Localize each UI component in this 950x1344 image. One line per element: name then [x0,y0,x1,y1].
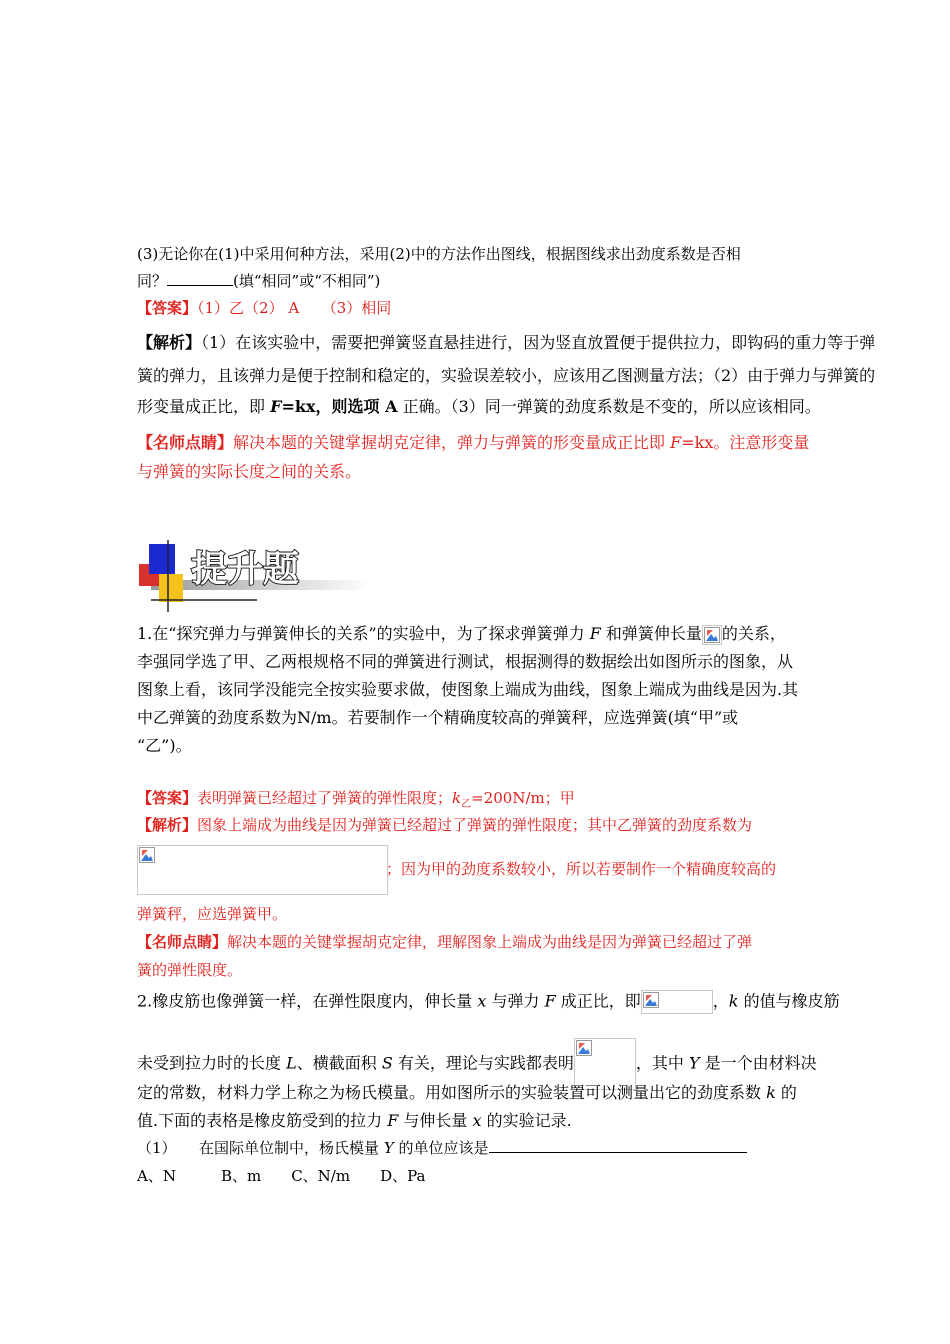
q2-sub-question-1: （1） 在国际单位制中，杨氏模量 Y 的单位应该是 [137,1138,747,1158]
answer-blank[interactable] [167,271,233,286]
q3-line-1: (3)无论你在(1)中采用何种方法，采用(2)中的方法作出图线，根据图线求出劲度系数是否相 [137,245,741,263]
banner-yellow-square [159,574,183,602]
q1-analysis-line-3: 弹簧秤，应选弹簧甲。 [137,905,288,923]
q2-line-2: 未受到拉力时的长度 L、横截面积 S 有关，理论与实践都表明 ，其中 Y 是一个由材料决 [137,1038,817,1090]
intro-tips-line-2: 与弹簧的实际长度之间的关系。 [137,462,362,481]
q1-line-5: “乙”)。 [137,736,192,755]
intro-answer: 【答案】（1）乙（2） A （3）相同 [137,299,392,317]
formula-image-placeholder [702,625,722,645]
q1-analysis-line-2: ；因为甲的劲度系数较小，所以若要制作一个精确度较高的 [386,860,777,878]
q2-options: A、N B、m C、N/m D、Pa [137,1167,426,1185]
q1-line-1: 1.在“探究弹力与弹簧伸长的关系”的实验中，为了探求弹簧弹力 F 和弹簧伸长量 的关系， [137,624,786,643]
q3-line-2: 同？ (填“相同”或“不相同”) [137,272,381,290]
q1-tips-line-1: 【名师点睛】解决本题的关键掌握胡克定律，理解图象上端成为曲线是因为弹簧已经超过了弹 [137,933,753,951]
q1-line-4: 中乙弹簧的劲度系数为N/m。若要制作一个精确度较高的弹簧秤，应选弹簧(填“甲”或 [137,708,739,727]
intro-analysis-line-1: 【解析】（1）在该实验中，需要把弹簧竖直悬挂进行，因为竖直放置便于提供拉力，即钩码的重力等于弹 [137,333,876,352]
q2-line-3: 定的常数，材料力学上称之为杨氏模量。用如图所示的实验装置可以测量出它的劲度系数 k 的 [137,1083,797,1102]
broken-image-icon [139,847,155,863]
q1-answer: 【答案】表明弹簧已经超过了弹簧的弹性限度；$k_乙=200N/m$；甲 [137,789,575,810]
banner-title: 提升题 [191,548,300,590]
q1-line-3: 图象上看，该同学没能完全按实验要求做，使图象上端成为曲线，图象上端成为曲线是因为.其 [137,680,799,699]
q2-formula-placeholder-1 [641,990,713,1014]
section-banner [137,540,370,612]
answer-blank-long[interactable] [489,1138,747,1153]
broken-image-icon [643,992,659,1008]
intro-analysis-line-3: 形变量成正比，即 F=kx，则选项 A 正确。（3）同一弹簧的劲度系数是不变的，所以应该相同。 [137,397,821,416]
q1-analysis-line-1: 【解析】图象上端成为曲线是因为弹簧已经超过了弹簧的弹性限度；其中乙弹簧的劲度系数为 [137,816,753,834]
intro-analysis-line-2: 簧的弹力，且该弹力是便于控制和稳定的，实验误差较小，应该用乙图测量方法；（2）由于弹力与弹簧的 [137,366,876,385]
q2-line-1: 2.橡皮筋也像弹簧一样，在弹性限度内，伸长量 x 与弹力 F 成正比，即 ，k 的值与橡皮筋 [137,990,840,1014]
q1-formula-placeholder [137,845,388,895]
intro-tips-line-1: 【名师点睛】解决本题的关键掌握胡克定律，弹力与弹簧的形变量成正比即 F=kx。注意形变量 [137,433,810,452]
q1-line-2: 李强同学选了甲、乙两根规格不同的弹簧进行测试，根据测得的数据绘出如图所示的图象，从 [137,652,794,671]
broken-image-icon [704,627,720,643]
banner-blue-square [149,544,175,574]
q2-line-4: 值.下面的表格是橡皮筋受到的拉力 F 与伸长量 x 的实验记录. [137,1111,572,1130]
q1-tips-line-2: 簧的弹性限度。 [137,961,243,979]
broken-image-icon [576,1040,592,1056]
